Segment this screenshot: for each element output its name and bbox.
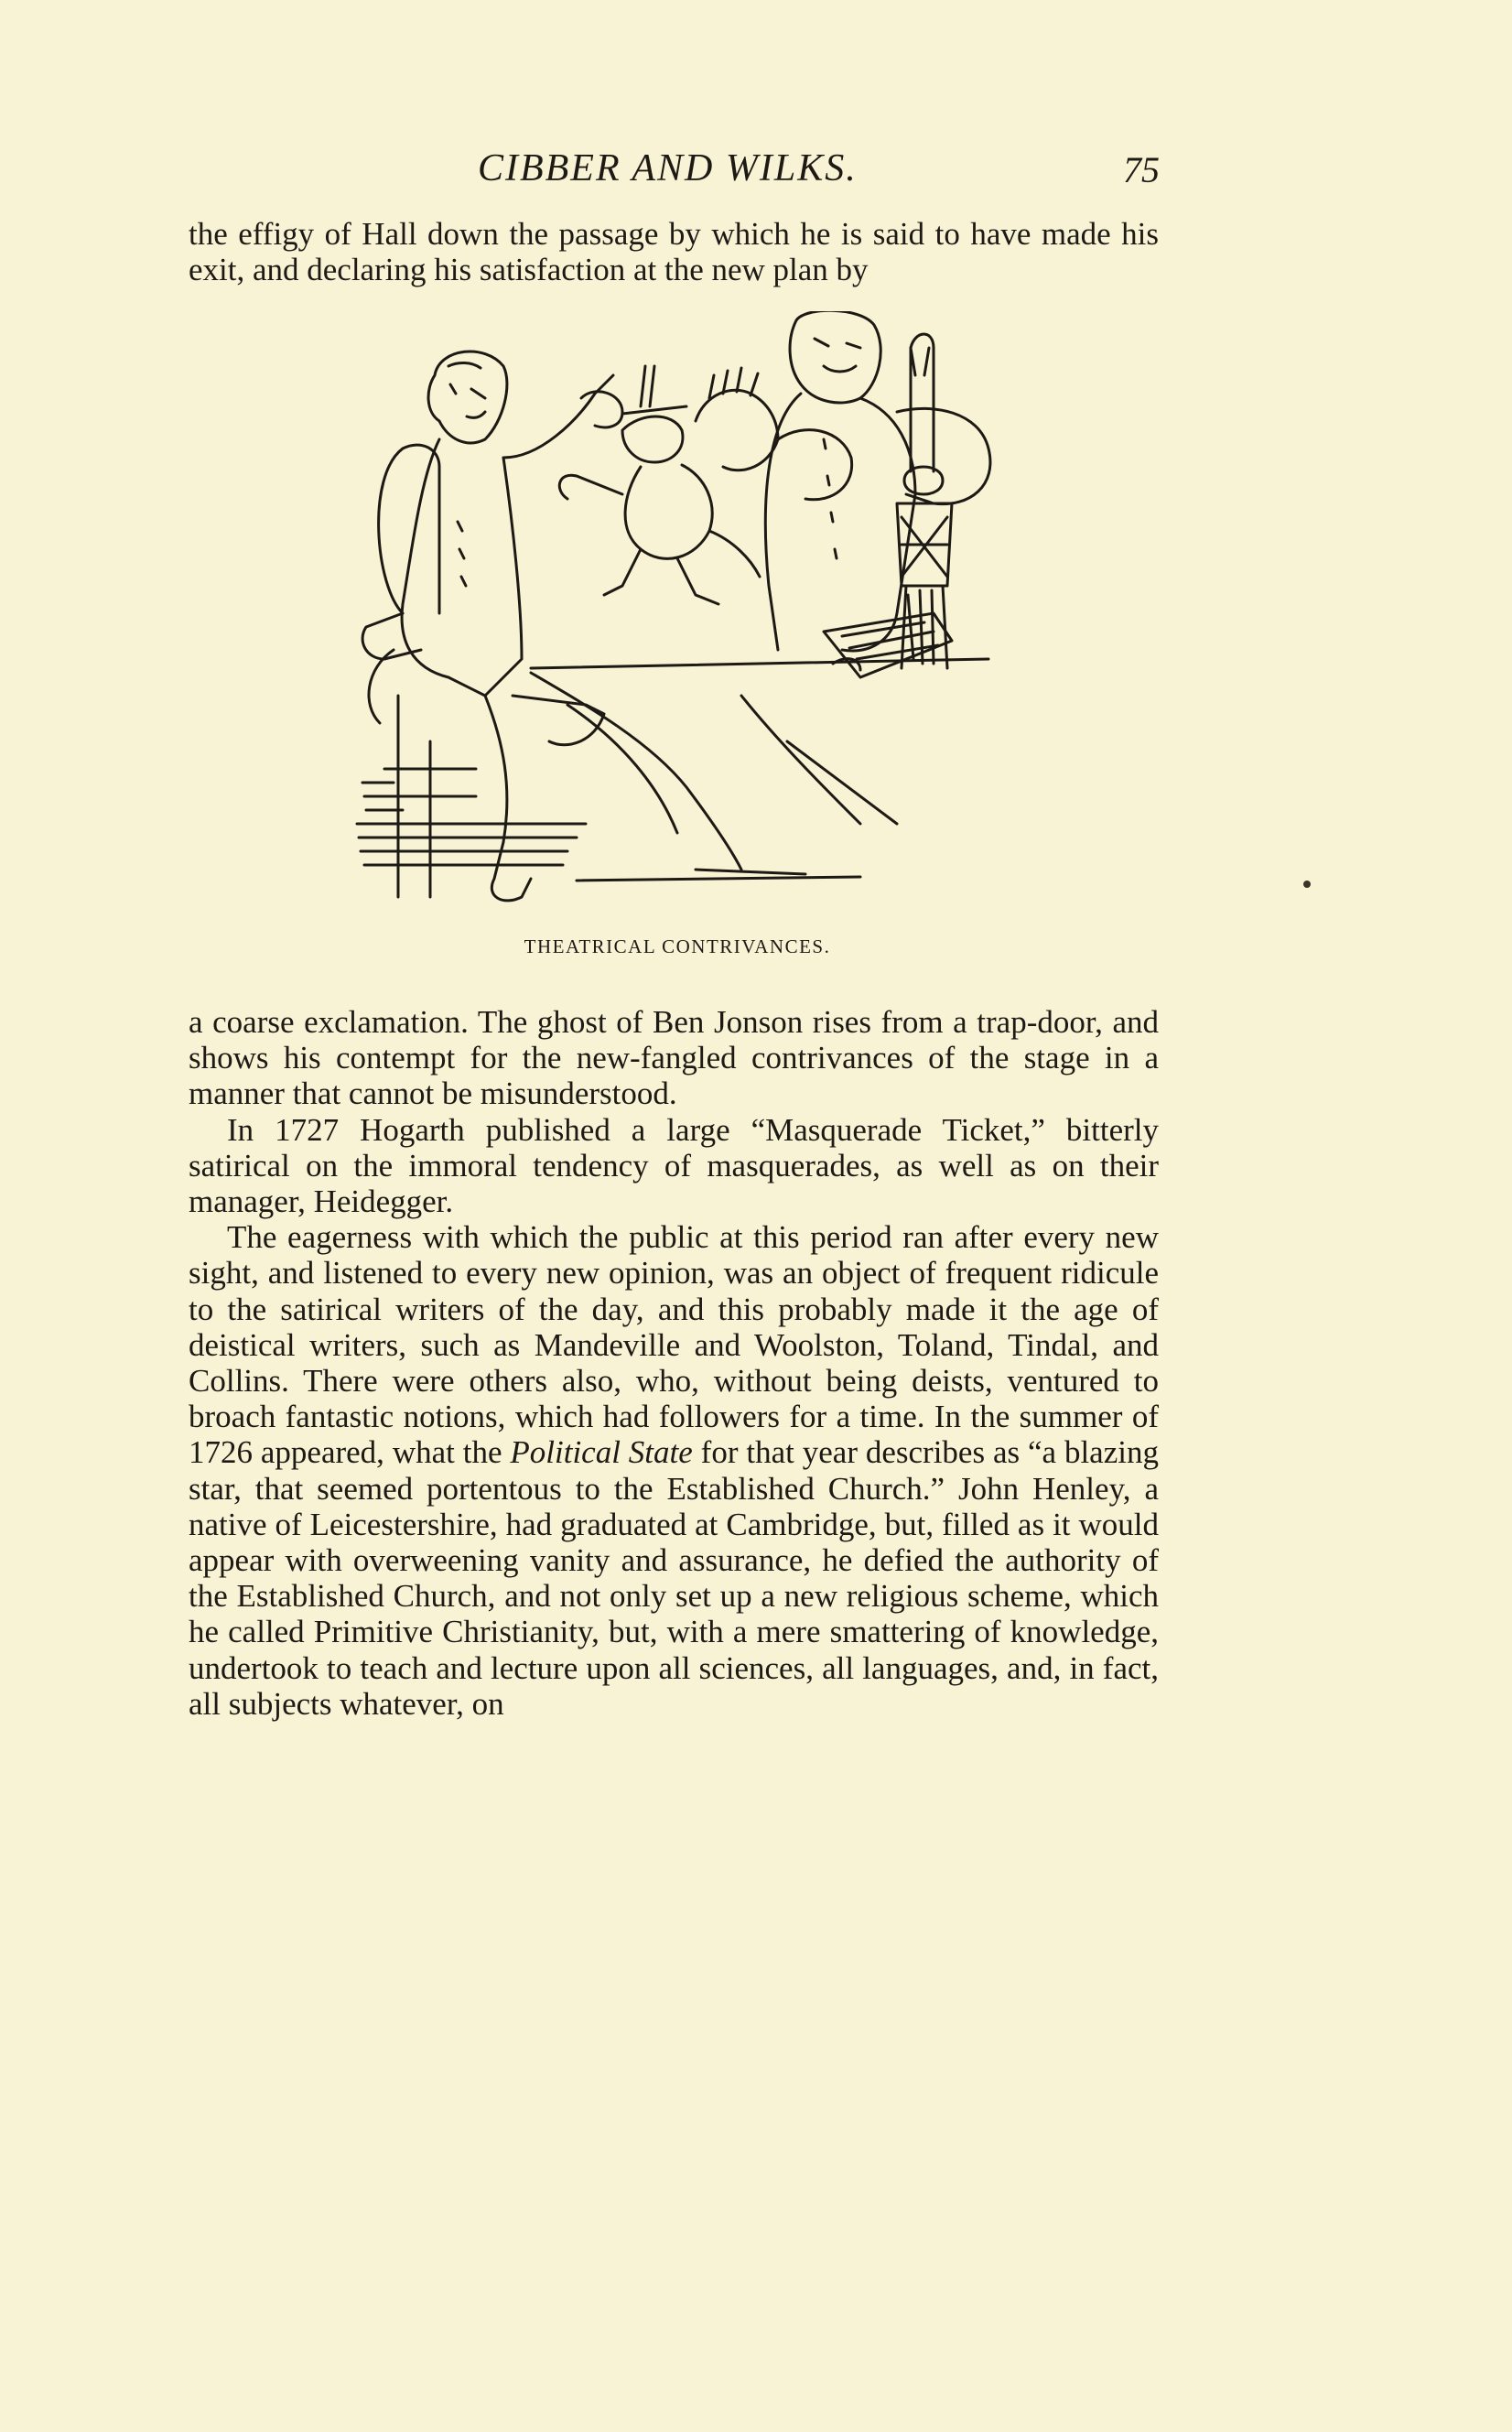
- standing-figure: [765, 311, 990, 651]
- seated-figure: [362, 351, 622, 901]
- italic-title: Political State: [510, 1434, 693, 1471]
- page-header: [439, 146, 1172, 201]
- paragraph: a coarse exclamation. The ghost of Ben Jonson rises from a trap-door, and shows his contempt for the new-fangled contrivances of the stage in a manner that cannot be misunderstood.: [189, 1004, 1159, 1112]
- paragraph-text: for that year describes as “a blazing star, that seemed portentous to the Established Church.” John Henley, a native of Leicestershire, had graduated at Cambridge, but, filled as it would appear with overweening vanity and assurance, he defied the authority of the Established Church, and not only set up a new religious scheme, which he called Primitive Christianity, but, with a mere smattering of knowledge, undertook to teach and lecture upon all sciences, all languages, and, in fact, all subjects whatever, on: [189, 1434, 1159, 1722]
- continued-paragraph: the effigy of Hall down the passage by which he is said to have made his exit, and declaring his satisfaction at the new plan by: [189, 216, 1159, 288]
- top-text-block: [189, 216, 1159, 287]
- engraving-illustration: [348, 311, 1007, 924]
- page-number: 75: [1123, 149, 1160, 190]
- table: [531, 659, 988, 870]
- paragraph-text: The eagerness with which the public at this period ran after every new sight, and listened to every new opinion, was an object of frequent ridicule to the satirical writers of the day, and this probably made it the age of deistical writers, such as Mandeville and Woolston, Toland, Tindal, and Collins. There were others also, who, without being deists, ventured to broach fantastic notions, which had followers for a time. In the summer of 1726 appeared, what the: [189, 1219, 1159, 1471]
- marionette-figure: [897, 348, 952, 668]
- running-head: CIBBER AND WILKS.: [478, 147, 858, 189]
- paragraph: In 1727 Hogarth published a large “Masquerade Ticket,” bitterly satirical on the immoral tendency of masquerades, as well as on their manager, Heidegger.: [189, 1111, 1159, 1220]
- body-text-block: [189, 1004, 1159, 1722]
- figure-caption: THEATRICAL CONTRIVANCES.: [524, 935, 831, 957]
- chair: [369, 445, 476, 897]
- paragraph: [189, 1219, 1159, 1722]
- paper-speck: [1303, 881, 1311, 888]
